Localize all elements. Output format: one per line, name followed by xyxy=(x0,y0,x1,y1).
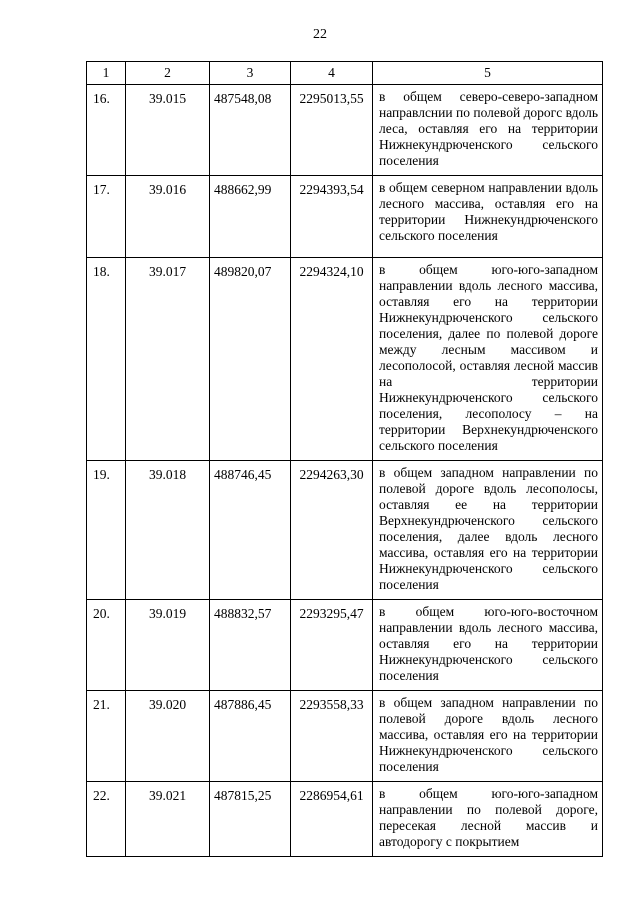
point-code: 39.017 xyxy=(126,258,210,461)
table-row xyxy=(87,691,603,782)
point-code: 39.020 xyxy=(126,691,210,782)
table-row xyxy=(87,782,603,857)
point-code: 39.016 xyxy=(126,176,210,258)
column-header-5: 5 xyxy=(373,62,603,85)
direction-description: в общем северо-северо-западном направлснии по полевой дорогс вдоль леса, оставляя его на территории Нижнекундрюченского сельского поселения xyxy=(373,85,603,176)
point-code: 39.021 xyxy=(126,782,210,857)
column-header-2: 2 xyxy=(126,62,210,85)
row-number: 18. xyxy=(87,258,126,461)
direction-description: в общем юго-юго-западном направлении по полевой дороге, пересекая лесной массив и автодорогу с покрытием xyxy=(373,782,603,857)
coordinate-y: 2294263,30 xyxy=(291,461,373,600)
direction-description: в общем юго-юго-восточном направлении вдоль лесного массива, оставляя его на территории Нижнекундрюченского сельского поселения xyxy=(373,600,603,691)
coordinate-x: 488746,45 xyxy=(210,461,291,600)
direction-description: в общем западном направлении по полевой дороге вдоль лесополосы, оставляя ее на территории Верхнекундрюченского сельского поселения, далее вдоль лесного массива, оставляя его на территории Нижнекундрюченского сельского поселения xyxy=(373,461,603,600)
point-code: 39.018 xyxy=(126,461,210,600)
column-header-1: 1 xyxy=(87,62,126,85)
coordinate-y: 2293295,47 xyxy=(291,600,373,691)
coordinate-x: 489820,07 xyxy=(210,258,291,461)
coordinate-x: 487815,25 xyxy=(210,782,291,857)
table-row xyxy=(87,258,603,461)
direction-description: в общем юго-юго-западном направлении вдоль лесного массива, оставляя его на территории Нижнекундрюченского сельского поселения, далее по полевой дороге между лесным массивом и лесополосой, оставляя лесной массив на территории Нижнекундрюченского сельского поселения, лесополосу – на территории Верхнекундрюченского сельского поселения xyxy=(373,258,603,461)
table-header xyxy=(87,62,603,85)
table-row xyxy=(87,461,603,600)
point-code: 39.019 xyxy=(126,600,210,691)
coordinate-y: 2293558,33 xyxy=(291,691,373,782)
page-number: 22 xyxy=(313,27,327,42)
coordinate-y: 2286954,61 xyxy=(291,782,373,857)
coordinate-x: 488832,57 xyxy=(210,600,291,691)
coordinate-x: 487548,08 xyxy=(210,85,291,176)
table-body xyxy=(87,85,603,857)
coordinate-y: 2294393,54 xyxy=(291,176,373,258)
boundary-table xyxy=(86,61,603,857)
coordinate-y: 2294324,10 xyxy=(291,258,373,461)
row-number: 20. xyxy=(87,600,126,691)
row-number: 19. xyxy=(87,461,126,600)
table-row xyxy=(87,85,603,176)
row-number: 17. xyxy=(87,176,126,258)
direction-description: в общем западном направлении по полевой дороге вдоль лесного массива, оставляя его на территории Нижнекундрюченского сельского поселения xyxy=(373,691,603,782)
row-number: 16. xyxy=(87,85,126,176)
point-code: 39.015 xyxy=(126,85,210,176)
column-header-3: 3 xyxy=(210,62,291,85)
coordinate-x: 488662,99 xyxy=(210,176,291,258)
row-number: 21. xyxy=(87,691,126,782)
row-number: 22. xyxy=(87,782,126,857)
coordinate-x: 487886,45 xyxy=(210,691,291,782)
coordinate-y: 2295013,55 xyxy=(291,85,373,176)
column-header-4: 4 xyxy=(291,62,373,85)
direction-description: в общем северном направлении вдоль лесного массива, оставляя его на территории Нижнекундрюченского сельского поселения xyxy=(373,176,603,258)
table-row xyxy=(87,176,603,258)
table-row xyxy=(87,600,603,691)
header-row xyxy=(87,62,603,85)
